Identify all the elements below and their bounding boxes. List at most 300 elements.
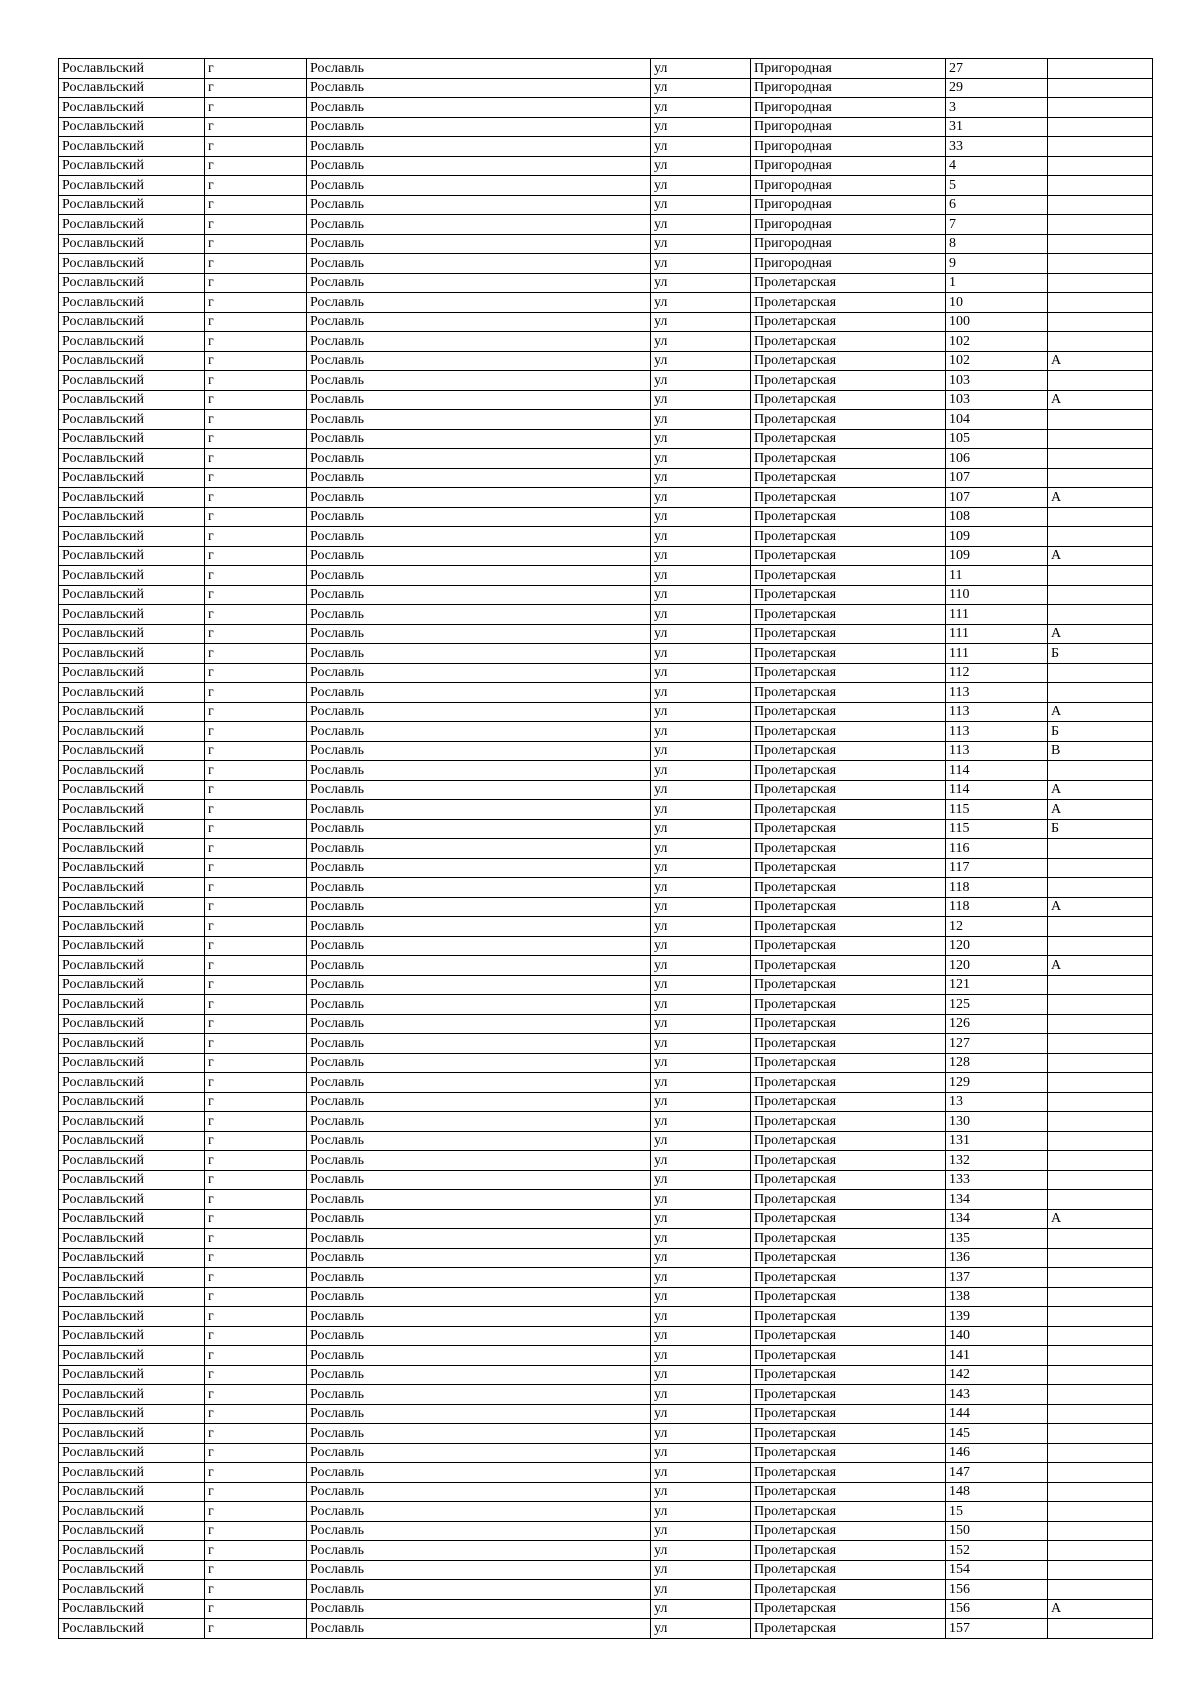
settlement-type-cell: г — [205, 1521, 307, 1541]
settlement-type-cell: г — [205, 858, 307, 878]
district-cell: Рославльский — [59, 1619, 205, 1639]
table-row — [59, 1151, 1153, 1171]
table-row — [59, 1404, 1153, 1424]
city-cell: Рославль — [307, 839, 651, 859]
street-cell: Пролетарская — [751, 546, 946, 566]
house-number-cell: 118 — [946, 878, 1048, 898]
settlement-type-cell: г — [205, 1229, 307, 1249]
street-cell: Пролетарская — [751, 663, 946, 683]
house-number-cell: 109 — [946, 546, 1048, 566]
city-cell: Рославль — [307, 488, 651, 508]
settlement-type-cell: г — [205, 1092, 307, 1112]
table-row — [59, 1112, 1153, 1132]
district-cell: Рославльский — [59, 780, 205, 800]
street-type-cell: ул — [651, 332, 751, 352]
city-cell: Рославль — [307, 1014, 651, 1034]
table-row — [59, 858, 1153, 878]
street-cell: Пролетарская — [751, 1229, 946, 1249]
street-type-cell: ул — [651, 1541, 751, 1561]
settlement-type-cell: г — [205, 702, 307, 722]
street-cell: Пролетарская — [751, 1092, 946, 1112]
house-number-cell: 15 — [946, 1502, 1048, 1522]
settlement-type-cell: г — [205, 800, 307, 820]
street-type-cell: ул — [651, 137, 751, 157]
street-type-cell: ул — [651, 234, 751, 254]
district-cell: Рославльский — [59, 1385, 205, 1405]
table-row — [59, 975, 1153, 995]
street-type-cell: ул — [651, 780, 751, 800]
building-letter-cell — [1048, 878, 1153, 898]
house-number-cell: 152 — [946, 1541, 1048, 1561]
house-number-cell: 115 — [946, 800, 1048, 820]
district-cell: Рославльский — [59, 1346, 205, 1366]
district-cell: Рославльский — [59, 819, 205, 839]
street-cell: Пролетарская — [751, 683, 946, 703]
district-cell: Рославльский — [59, 605, 205, 625]
district-cell: Рославльский — [59, 1521, 205, 1541]
table-row — [59, 1073, 1153, 1093]
street-type-cell: ул — [651, 702, 751, 722]
street-cell: Пролетарская — [751, 1014, 946, 1034]
street-cell: Пролетарская — [751, 1248, 946, 1268]
city-cell: Рославль — [307, 371, 651, 391]
house-number-cell: 136 — [946, 1248, 1048, 1268]
building-letter-cell — [1048, 1326, 1153, 1346]
house-number-cell: 139 — [946, 1307, 1048, 1327]
house-number-cell: 126 — [946, 1014, 1048, 1034]
building-letter-cell — [1048, 1287, 1153, 1307]
street-type-cell: ул — [651, 410, 751, 430]
street-type-cell: ул — [651, 1560, 751, 1580]
district-cell: Рославльский — [59, 1112, 205, 1132]
table-row — [59, 624, 1153, 644]
district-cell: Рославльский — [59, 332, 205, 352]
house-number-cell: 29 — [946, 78, 1048, 98]
house-number-cell: 105 — [946, 429, 1048, 449]
city-cell: Рославль — [307, 644, 651, 664]
building-letter-cell — [1048, 527, 1153, 547]
district-cell: Рославльский — [59, 761, 205, 781]
house-number-cell: 142 — [946, 1365, 1048, 1385]
street-type-cell: ул — [651, 371, 751, 391]
building-letter-cell — [1048, 1092, 1153, 1112]
building-letter-cell — [1048, 1268, 1153, 1288]
city-cell: Рославль — [307, 956, 651, 976]
building-letter-cell — [1048, 1521, 1153, 1541]
city-cell: Рославль — [307, 215, 651, 235]
building-letter-cell — [1048, 1580, 1153, 1600]
building-letter-cell — [1048, 371, 1153, 391]
city-cell: Рославль — [307, 1560, 651, 1580]
street-cell: Пригородная — [751, 215, 946, 235]
district-cell: Рославльский — [59, 663, 205, 683]
street-cell: Пролетарская — [751, 975, 946, 995]
street-cell: Пролетарская — [751, 995, 946, 1015]
building-letter-cell — [1048, 156, 1153, 176]
district-cell: Рославльский — [59, 858, 205, 878]
house-number-cell: 130 — [946, 1112, 1048, 1132]
building-letter-cell: А — [1048, 702, 1153, 722]
house-number-cell: 134 — [946, 1190, 1048, 1210]
table-row — [59, 800, 1153, 820]
city-cell: Рославль — [307, 312, 651, 332]
street-cell: Пригородная — [751, 78, 946, 98]
building-letter-cell — [1048, 59, 1153, 79]
city-cell: Рославль — [307, 1502, 651, 1522]
table-row — [59, 1209, 1153, 1229]
table-row — [59, 1482, 1153, 1502]
street-type-cell: ул — [651, 273, 751, 293]
street-type-cell: ул — [651, 1034, 751, 1054]
table-row — [59, 195, 1153, 215]
building-letter-cell: Б — [1048, 819, 1153, 839]
district-cell: Рославльский — [59, 1404, 205, 1424]
street-type-cell: ул — [651, 605, 751, 625]
table-row — [59, 1385, 1153, 1405]
table-row — [59, 936, 1153, 956]
city-cell: Рославль — [307, 1521, 651, 1541]
street-type-cell: ул — [651, 1151, 751, 1171]
table-row — [59, 507, 1153, 527]
district-cell: Рославльский — [59, 390, 205, 410]
city-cell: Рославль — [307, 195, 651, 215]
street-cell: Пролетарская — [751, 936, 946, 956]
settlement-type-cell: г — [205, 1463, 307, 1483]
settlement-type-cell: г — [205, 585, 307, 605]
house-number-cell: 112 — [946, 663, 1048, 683]
street-type-cell: ул — [651, 1404, 751, 1424]
city-cell: Рославль — [307, 1190, 651, 1210]
street-type-cell: ул — [651, 1346, 751, 1366]
street-type-cell: ул — [651, 98, 751, 118]
building-letter-cell — [1048, 1619, 1153, 1639]
city-cell: Рославль — [307, 1229, 651, 1249]
building-letter-cell — [1048, 1404, 1153, 1424]
house-number-cell: 144 — [946, 1404, 1048, 1424]
table-row — [59, 1502, 1153, 1522]
building-letter-cell — [1048, 1502, 1153, 1522]
street-cell: Пролетарская — [751, 1385, 946, 1405]
street-cell: Пролетарская — [751, 624, 946, 644]
table-row — [59, 702, 1153, 722]
street-cell: Пролетарская — [751, 644, 946, 664]
district-cell: Рославльский — [59, 1073, 205, 1093]
city-cell: Рославль — [307, 546, 651, 566]
street-type-cell: ул — [651, 1521, 751, 1541]
settlement-type-cell: г — [205, 936, 307, 956]
table-row — [59, 956, 1153, 976]
street-cell: Пролетарская — [751, 585, 946, 605]
house-number-cell: 134 — [946, 1209, 1048, 1229]
table-row — [59, 741, 1153, 761]
street-type-cell: ул — [651, 546, 751, 566]
house-number-cell: 111 — [946, 644, 1048, 664]
district-cell: Рославльский — [59, 429, 205, 449]
settlement-type-cell: г — [205, 1268, 307, 1288]
city-cell: Рославль — [307, 819, 651, 839]
district-cell: Рославльский — [59, 1307, 205, 1327]
house-number-cell: 8 — [946, 234, 1048, 254]
building-letter-cell: А — [1048, 390, 1153, 410]
street-type-cell: ул — [651, 156, 751, 176]
district-cell: Рославльский — [59, 1014, 205, 1034]
district-cell: Рославльский — [59, 351, 205, 371]
settlement-type-cell: г — [205, 1599, 307, 1619]
settlement-type-cell: г — [205, 1034, 307, 1054]
house-number-cell: 10 — [946, 293, 1048, 313]
district-cell: Рославльский — [59, 624, 205, 644]
street-type-cell: ул — [651, 663, 751, 683]
street-type-cell: ул — [651, 293, 751, 313]
settlement-type-cell: г — [205, 273, 307, 293]
settlement-type-cell: г — [205, 176, 307, 196]
building-letter-cell — [1048, 234, 1153, 254]
table-row — [59, 410, 1153, 430]
district-cell: Рославльский — [59, 507, 205, 527]
settlement-type-cell: г — [205, 293, 307, 313]
street-cell: Пролетарская — [751, 1346, 946, 1366]
house-number-cell: 100 — [946, 312, 1048, 332]
house-number-cell: 107 — [946, 488, 1048, 508]
city-cell: Рославль — [307, 449, 651, 469]
building-letter-cell — [1048, 507, 1153, 527]
city-cell: Рославль — [307, 176, 651, 196]
city-cell: Рославль — [307, 1580, 651, 1600]
district-cell: Рославльский — [59, 1229, 205, 1249]
house-number-cell: 133 — [946, 1170, 1048, 1190]
building-letter-cell — [1048, 1053, 1153, 1073]
district-cell: Рославльский — [59, 1170, 205, 1190]
building-letter-cell — [1048, 761, 1153, 781]
house-number-cell: 145 — [946, 1424, 1048, 1444]
city-cell: Рославль — [307, 663, 651, 683]
district-cell: Рославльский — [59, 917, 205, 937]
district-cell: Рославльский — [59, 878, 205, 898]
city-cell: Рославль — [307, 1131, 651, 1151]
street-cell: Пролетарская — [751, 878, 946, 898]
city-cell: Рославль — [307, 897, 651, 917]
house-number-cell: 9 — [946, 254, 1048, 274]
settlement-type-cell: г — [205, 59, 307, 79]
table-row — [59, 78, 1153, 98]
settlement-type-cell: г — [205, 78, 307, 98]
street-type-cell: ул — [651, 1092, 751, 1112]
street-type-cell: ул — [651, 1619, 751, 1639]
street-type-cell: ул — [651, 761, 751, 781]
street-cell: Пролетарская — [751, 1053, 946, 1073]
table-row — [59, 1307, 1153, 1327]
house-number-cell: 110 — [946, 585, 1048, 605]
district-cell: Рославльский — [59, 839, 205, 859]
table-row — [59, 839, 1153, 859]
table-row — [59, 1248, 1153, 1268]
street-cell: Пролетарская — [751, 293, 946, 313]
settlement-type-cell: г — [205, 1385, 307, 1405]
settlement-type-cell: г — [205, 156, 307, 176]
house-number-cell: 103 — [946, 390, 1048, 410]
district-cell: Рославльский — [59, 137, 205, 157]
table-row — [59, 1599, 1153, 1619]
street-type-cell: ул — [651, 390, 751, 410]
table-row — [59, 1560, 1153, 1580]
building-letter-cell — [1048, 1073, 1153, 1093]
building-letter-cell — [1048, 215, 1153, 235]
settlement-type-cell: г — [205, 546, 307, 566]
house-number-cell: 129 — [946, 1073, 1048, 1093]
table-row — [59, 1365, 1153, 1385]
house-number-cell: 12 — [946, 917, 1048, 937]
house-number-cell: 11 — [946, 566, 1048, 586]
city-cell: Рославль — [307, 1151, 651, 1171]
house-number-cell: 143 — [946, 1385, 1048, 1405]
building-letter-cell — [1048, 254, 1153, 274]
building-letter-cell — [1048, 917, 1153, 937]
table-row — [59, 1053, 1153, 1073]
table-row — [59, 995, 1153, 1015]
city-cell: Рославль — [307, 527, 651, 547]
house-number-cell: 111 — [946, 624, 1048, 644]
house-number-cell: 4 — [946, 156, 1048, 176]
street-type-cell: ул — [651, 722, 751, 742]
table-row — [59, 449, 1153, 469]
street-cell: Пролетарская — [751, 566, 946, 586]
city-cell: Рославль — [307, 683, 651, 703]
street-type-cell: ул — [651, 117, 751, 137]
district-cell: Рославльский — [59, 683, 205, 703]
city-cell: Рославль — [307, 566, 651, 586]
street-type-cell: ул — [651, 1326, 751, 1346]
district-cell: Рославльский — [59, 98, 205, 118]
table-row — [59, 1580, 1153, 1600]
district-cell: Рославльский — [59, 936, 205, 956]
city-cell: Рославль — [307, 351, 651, 371]
street-cell: Пролетарская — [751, 312, 946, 332]
house-number-cell: 103 — [946, 371, 1048, 391]
street-type-cell: ул — [651, 995, 751, 1015]
house-number-cell: 109 — [946, 527, 1048, 547]
street-cell: Пролетарская — [751, 800, 946, 820]
street-type-cell: ул — [651, 527, 751, 547]
street-type-cell: ул — [651, 1482, 751, 1502]
table-row — [59, 819, 1153, 839]
street-cell: Пролетарская — [751, 1404, 946, 1424]
street-cell: Пригородная — [751, 98, 946, 118]
building-letter-cell: А — [1048, 1599, 1153, 1619]
building-letter-cell — [1048, 1365, 1153, 1385]
building-letter-cell — [1048, 975, 1153, 995]
district-cell: Рославльский — [59, 1287, 205, 1307]
district-cell: Рославльский — [59, 956, 205, 976]
district-cell: Рославльский — [59, 566, 205, 586]
street-cell: Пролетарская — [751, 429, 946, 449]
district-cell: Рославльский — [59, 1268, 205, 1288]
building-letter-cell — [1048, 1463, 1153, 1483]
street-cell: Пролетарская — [751, 1502, 946, 1522]
settlement-type-cell: г — [205, 1307, 307, 1327]
table-row — [59, 1131, 1153, 1151]
table-row — [59, 917, 1153, 937]
table-row — [59, 429, 1153, 449]
street-cell: Пролетарская — [751, 1521, 946, 1541]
house-number-cell: 141 — [946, 1346, 1048, 1366]
settlement-type-cell: г — [205, 741, 307, 761]
city-cell: Рославль — [307, 741, 651, 761]
street-cell: Пролетарская — [751, 1424, 946, 1444]
city-cell: Рославль — [307, 1170, 651, 1190]
table-row — [59, 1463, 1153, 1483]
street-cell: Пролетарская — [751, 351, 946, 371]
table-row — [59, 585, 1153, 605]
city-cell: Рославль — [307, 1073, 651, 1093]
building-letter-cell — [1048, 1248, 1153, 1268]
building-letter-cell — [1048, 1482, 1153, 1502]
street-type-cell: ул — [651, 1385, 751, 1405]
city-cell: Рославль — [307, 1463, 651, 1483]
house-number-cell: 132 — [946, 1151, 1048, 1171]
street-cell: Пролетарская — [751, 1151, 946, 1171]
building-letter-cell — [1048, 1541, 1153, 1561]
street-type-cell: ул — [651, 878, 751, 898]
city-cell: Рославль — [307, 1482, 651, 1502]
street-type-cell: ул — [651, 975, 751, 995]
city-cell: Рославль — [307, 624, 651, 644]
table-row — [59, 546, 1153, 566]
city-cell: Рославль — [307, 1112, 651, 1132]
building-letter-cell — [1048, 1190, 1153, 1210]
table-row — [59, 293, 1153, 313]
building-letter-cell — [1048, 1385, 1153, 1405]
table-row — [59, 1014, 1153, 1034]
city-cell: Рославль — [307, 1326, 651, 1346]
building-letter-cell — [1048, 566, 1153, 586]
table-row — [59, 683, 1153, 703]
building-letter-cell — [1048, 995, 1153, 1015]
house-number-cell: 121 — [946, 975, 1048, 995]
street-type-cell: ул — [651, 1307, 751, 1327]
settlement-type-cell: г — [205, 605, 307, 625]
street-cell: Пролетарская — [751, 702, 946, 722]
table-row — [59, 254, 1153, 274]
street-type-cell: ул — [651, 683, 751, 703]
settlement-type-cell: г — [205, 488, 307, 508]
district-cell: Рославльский — [59, 1092, 205, 1112]
district-cell: Рославльский — [59, 117, 205, 137]
house-number-cell: 150 — [946, 1521, 1048, 1541]
street-type-cell: ул — [651, 644, 751, 664]
street-type-cell: ул — [651, 1131, 751, 1151]
city-cell: Рославль — [307, 468, 651, 488]
district-cell: Рославльский — [59, 1053, 205, 1073]
street-cell: Пригородная — [751, 117, 946, 137]
building-letter-cell — [1048, 176, 1153, 196]
street-type-cell: ул — [651, 1287, 751, 1307]
city-cell: Рославль — [307, 429, 651, 449]
table-row — [59, 273, 1153, 293]
street-type-cell: ул — [651, 1502, 751, 1522]
settlement-type-cell: г — [205, 429, 307, 449]
settlement-type-cell: г — [205, 98, 307, 118]
house-number-cell: 114 — [946, 761, 1048, 781]
settlement-type-cell: г — [205, 410, 307, 430]
house-number-cell: 113 — [946, 683, 1048, 703]
settlement-type-cell: г — [205, 449, 307, 469]
table-row — [59, 761, 1153, 781]
table-row — [59, 1034, 1153, 1054]
house-number-cell: 120 — [946, 956, 1048, 976]
street-type-cell: ул — [651, 566, 751, 586]
street-type-cell: ул — [651, 839, 751, 859]
street-cell: Пролетарская — [751, 605, 946, 625]
